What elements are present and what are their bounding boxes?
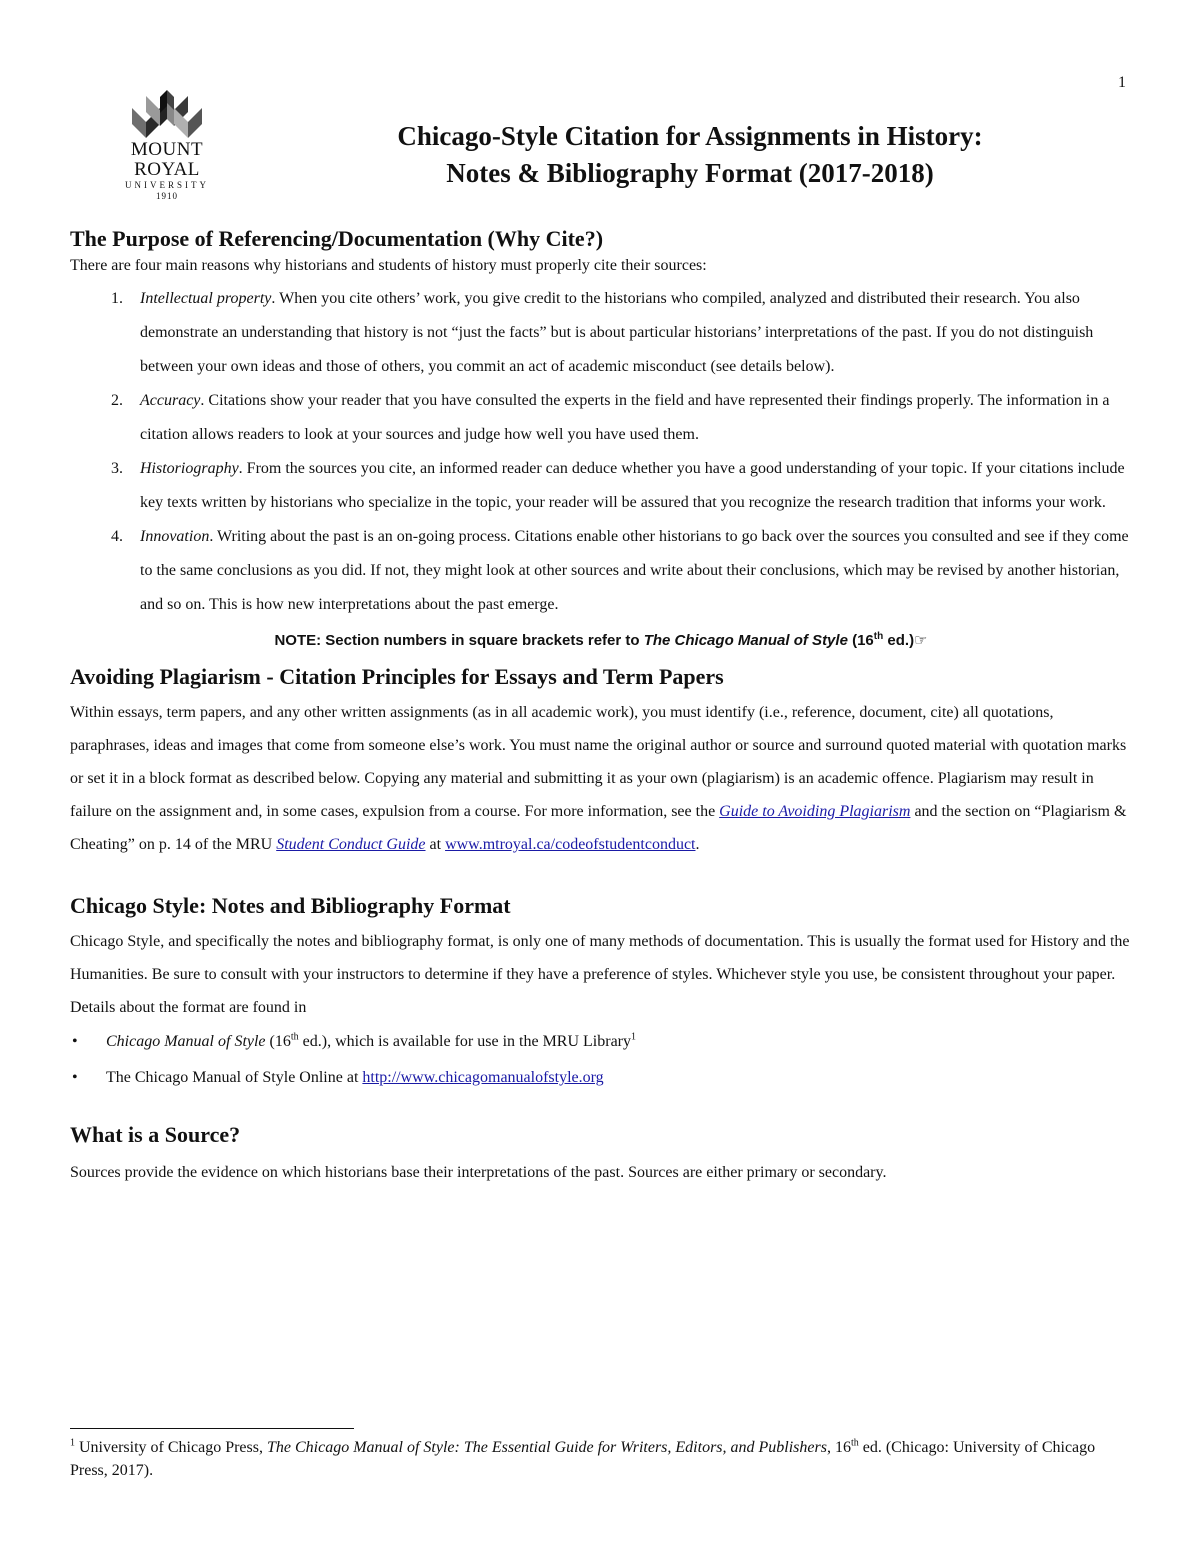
list-item: [70, 282, 1132, 384]
plagiarism-paragraph: [70, 696, 1132, 861]
reasons-list: [70, 282, 1132, 622]
plagiarism-text: Within essays, term papers, and any other written assignments (as in all academic work), you must identify (i.e., reference, document, cite) all quotations, paraphrases, ideas and images that come from someone else’s work. You must name the original author or source and surround quoted material with quotation marks or set it in a block format as described below. Copying any material and submitting it as your own (plagiarism) is an academic offence. Plagiarism may result in failure on the assignment and, in some cases, expulsion from a course. For more information, see the: [70, 704, 1127, 820]
plagiarism-text: at: [425, 836, 446, 853]
plagiarism-text: and the section on “Plagiarism & Cheating” on p. 14 of the MRU: [70, 803, 1127, 853]
chicago-manual-online-link[interactable]: http://www.chicagomanualofstyle.org: [362, 1069, 604, 1086]
page-number: 1: [1118, 74, 1126, 91]
list-term: Intellectual property: [140, 290, 272, 307]
footnote-book-title: The Chicago Manual of Style: The Essential Guide for Writers, Editors, and Publishers: [266, 1439, 827, 1456]
edition-suffix: th: [290, 1031, 299, 1043]
mount-royal-emblem-icon: [126, 86, 208, 138]
chicago-style-paragraph: Chicago Style, and specifically the notes and bibliography format, is only one of many methods of documentation. This is usually the format used for History and the Humanities. Be sure to consult with your instructors to determine if they have a preference of styles. Whichever style you use, be consistent throughout your paper.: [70, 933, 1130, 983]
footnote-reference[interactable]: 1: [631, 1031, 636, 1043]
note-manual-title: The Chicago Manual of Style: [643, 632, 848, 649]
list-term: Historiography: [140, 460, 239, 477]
logo-wordmark: MOUNT ROYAL: [130, 139, 204, 180]
list-text: . From the sources you cite, an informed reader can deduce whether you have a good understanding of your topic. If your citations include key texts written by historians who specialize in the topic, your reader will be assured that you recognize the research tradition that informs your work.: [140, 460, 1125, 511]
student-conduct-guide-link[interactable]: Student Conduct Guide: [276, 836, 426, 853]
section-number-note: [70, 626, 1132, 656]
list-item: [70, 452, 1132, 520]
note-prefix: NOTE: Section numbers in square brackets refer to: [274, 632, 644, 649]
list-text: . Writing about the past is an on-going process. Citations enable other historians to go back over the sources you consulted and see if they come to the same conclusions as you did. If not, they might look at other sources and write about their conclusions, which may be revised by another historian, and so on. This is how new interpretations about the past emerge.: [140, 528, 1129, 613]
logo-year: 1910: [156, 191, 178, 201]
university-logo: [104, 86, 230, 202]
details-list: [70, 1024, 1132, 1096]
footnote-separator: [70, 1428, 354, 1429]
list-term: Accuracy: [140, 392, 201, 409]
title-line-2: Notes & Bibliography Format (2017-2018): [446, 158, 934, 188]
bullet-icon: •: [72, 1033, 78, 1050]
manual-title: Chicago Manual of Style: [106, 1033, 266, 1050]
list-item: [70, 1060, 1132, 1096]
footnote-text: University of Chicago Press,: [75, 1439, 267, 1456]
plagiarism-heading: Avoiding Plagiarism - Citation Principles for Essays and Term Papers: [70, 664, 724, 689]
list-item: [70, 1024, 1132, 1060]
title-line-1: Chicago-Style Citation for Assignments in History:: [397, 121, 983, 151]
guide-to-avoiding-plagiarism-link[interactable]: Guide to Avoiding Plagiarism: [719, 803, 911, 820]
note-edition-suffix: th: [873, 631, 884, 642]
list-number: 1.: [111, 290, 123, 307]
list-text: . When you cite others’ work, you give credit to the historians who compiled, analyzed and distributed their research. You also demonstrate an understanding that history is not “just the facts” but is about particular historians’ interpretations of the past. If you do not distinguish between your own ideas and those of others, you commit an act of academic misconduct (see details below).: [140, 290, 1094, 375]
source-paragraph: Sources provide the evidence on which historians base their interpretations of the past. Sources are either primary or secondary.: [70, 1164, 887, 1181]
note-edition: (16: [847, 632, 874, 649]
note-suffix: ed.): [883, 632, 915, 649]
purpose-heading: The Purpose of Referencing/Documentation (Why Cite?): [70, 226, 604, 251]
footnote: [70, 1436, 1132, 1482]
footnote-number: 1: [70, 1437, 75, 1449]
document-title: [290, 118, 1090, 192]
edition-text: (16: [265, 1033, 291, 1050]
purpose-intro: There are four main reasons why historians and students of history must properly cite their sources:: [70, 257, 707, 274]
list-number: 3.: [111, 460, 123, 477]
source-heading: What is a Source?: [70, 1122, 241, 1147]
chicago-style-heading: Chicago Style: Notes and Bibliography Format: [70, 893, 511, 918]
details-intro: Details about the format are found in: [70, 999, 307, 1016]
list-item: [70, 520, 1132, 622]
list-text: . Citations show your reader that you have consulted the experts in the field and have represented their findings properly. The information in a citation allows readers to look at your sources and judge how well you have used them.: [140, 392, 1110, 443]
code-of-student-conduct-link[interactable]: www.mtroyal.ca/codeofstudentconduct: [445, 836, 696, 853]
list-number: 4.: [111, 528, 123, 545]
document-body: [70, 224, 1132, 1189]
library-text: ed.), which is available for use in the MRU Library: [298, 1033, 631, 1050]
footnote-edition: , 16: [826, 1439, 851, 1456]
list-item: [70, 384, 1132, 452]
list-number: 2.: [111, 392, 123, 409]
plagiarism-text: .: [695, 836, 700, 853]
footnote-publisher: ed. (Chicago: University of Chicago Press, 2017).: [70, 1439, 1096, 1479]
pointing-hand-icon: ☞: [914, 632, 928, 649]
logo-subtitle: UNIVERSITY: [125, 180, 209, 190]
footnote-edition-suffix: th: [850, 1437, 859, 1449]
online-text: The Chicago Manual of Style Online at: [106, 1069, 363, 1086]
bullet-icon: •: [72, 1069, 78, 1086]
list-term: Innovation: [140, 528, 210, 545]
